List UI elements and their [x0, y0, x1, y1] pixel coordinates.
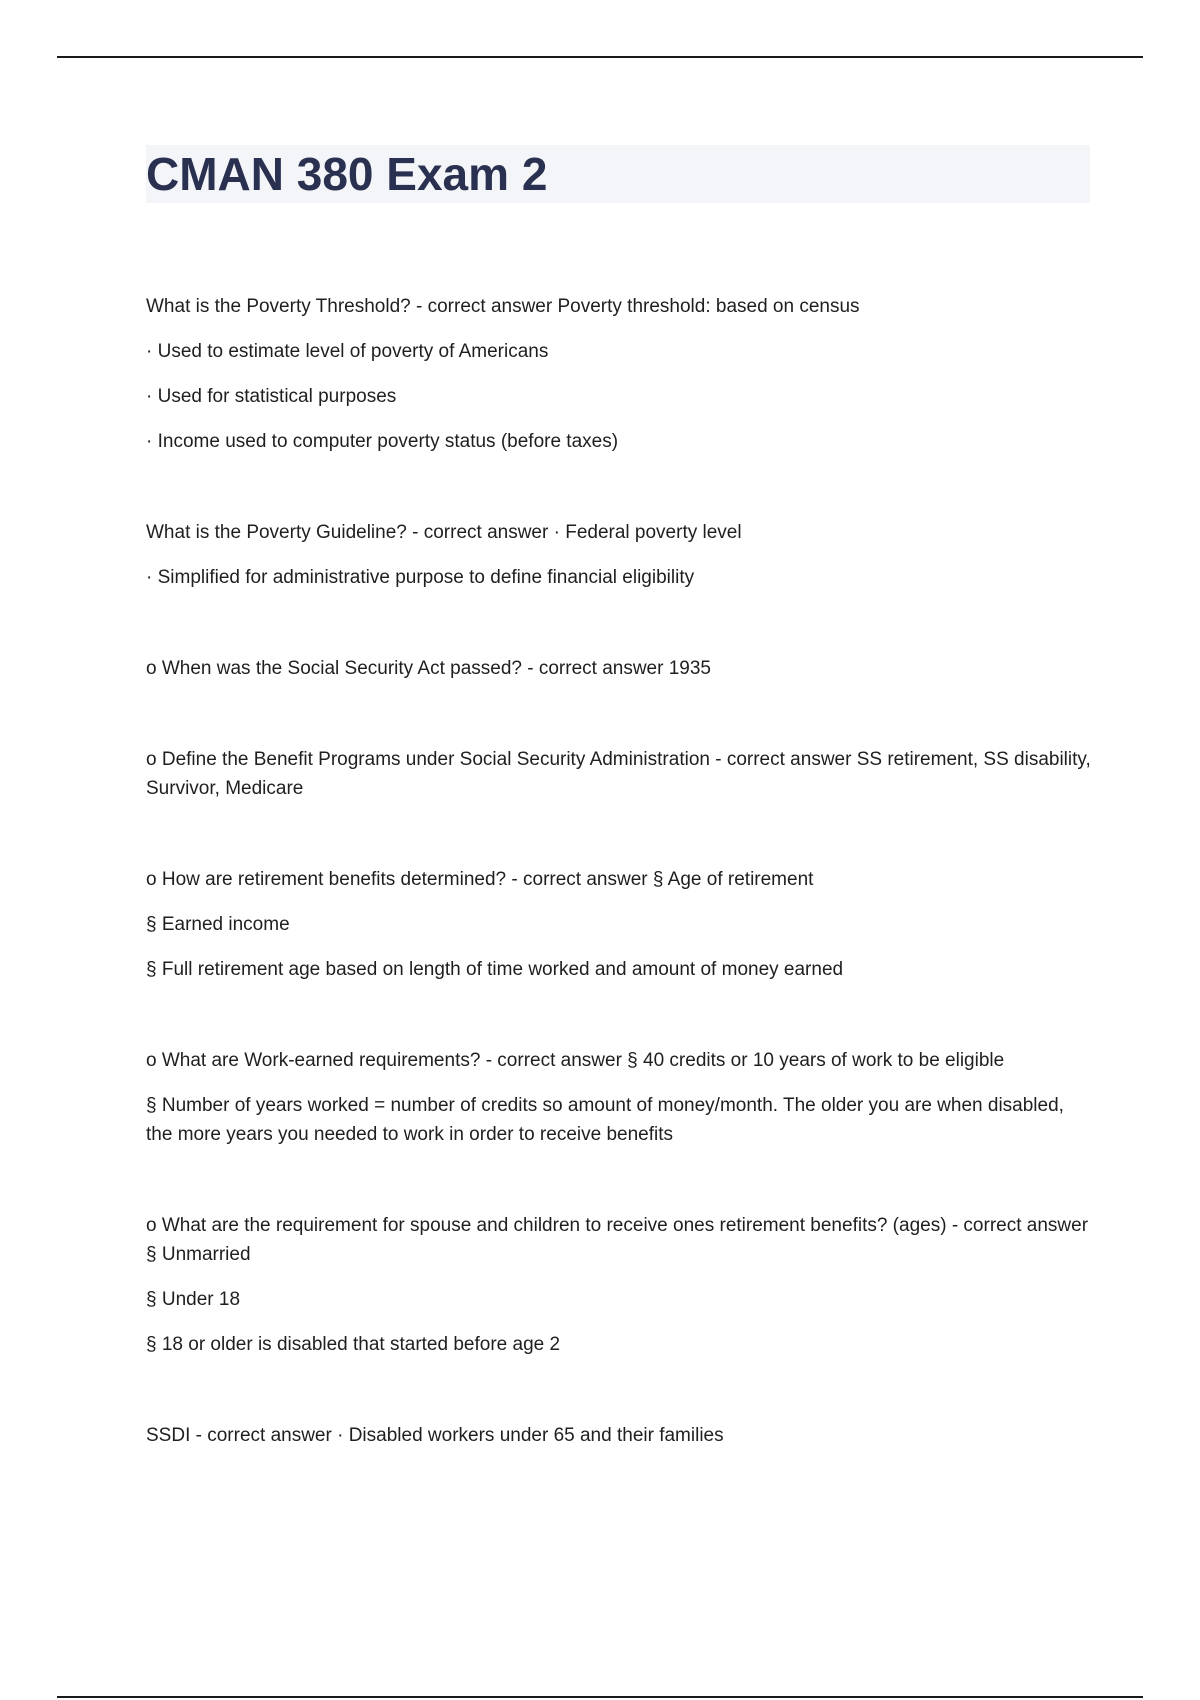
- question-line: What is the Poverty Guideline? - correct answer · Federal poverty level: [146, 522, 742, 543]
- question-line: o How are retirement benefits determined? - correct answer § Age of retirement: [146, 869, 814, 890]
- bottom-divider: [57, 1696, 1143, 1698]
- document-body: [146, 292, 1091, 1512]
- answer-line: § 18 or older is disabled that started before age 2: [146, 1334, 561, 1355]
- answer-line: § Under 18: [146, 1289, 241, 1310]
- question-line: o Define the Benefit Programs under Social Security Administration - correct answer SS retirement, SS disability, Survivor, Medicare: [146, 749, 1091, 799]
- qa-entry-work-earned-requirements: [146, 1046, 1091, 1149]
- qa-entry-poverty-guideline: [146, 518, 1091, 592]
- page-title: CMAN 380 Exam 2: [146, 148, 548, 200]
- top-divider: [57, 56, 1143, 58]
- answer-line: · Simplified for administrative purpose to define financial eligibility: [146, 567, 695, 588]
- question-line: o What are the requirement for spouse and children to receive ones retirement benefits? (ages) - correct answer § Unmarried: [146, 1215, 1089, 1265]
- question-line: SSDI - correct answer · Disabled workers under 65 and their families: [146, 1425, 724, 1446]
- question-line: What is the Poverty Threshold? - correct answer Poverty threshold: based on census: [146, 296, 860, 317]
- answer-line: · Used for statistical purposes: [146, 386, 397, 407]
- qa-entry-benefit-programs: [146, 745, 1091, 803]
- answer-line: § Number of years worked = number of credits so amount of money/month. The older you are when disabled, the more years you needed to work in order to receive benefits: [146, 1095, 1064, 1145]
- answer-line: · Income used to computer poverty status (before taxes): [146, 431, 619, 452]
- qa-entry-spouse-children-requirements: [146, 1211, 1091, 1359]
- qa-entry-social-security-act: [146, 654, 1091, 683]
- qa-entry-poverty-threshold: [146, 292, 1091, 456]
- question-line: o When was the Social Security Act passed? - correct answer 1935: [146, 658, 711, 679]
- qa-entry-retirement-benefits: [146, 865, 1091, 984]
- qa-entry-ssdi: [146, 1421, 1091, 1450]
- answer-line: § Full retirement age based on length of time worked and amount of money earned: [146, 959, 844, 980]
- question-line: o What are Work-earned requirements? - correct answer § 40 credits or 10 years of work to be eligible: [146, 1050, 1005, 1071]
- answer-line: § Earned income: [146, 914, 290, 935]
- answer-line: · Used to estimate level of poverty of Americans: [146, 341, 549, 362]
